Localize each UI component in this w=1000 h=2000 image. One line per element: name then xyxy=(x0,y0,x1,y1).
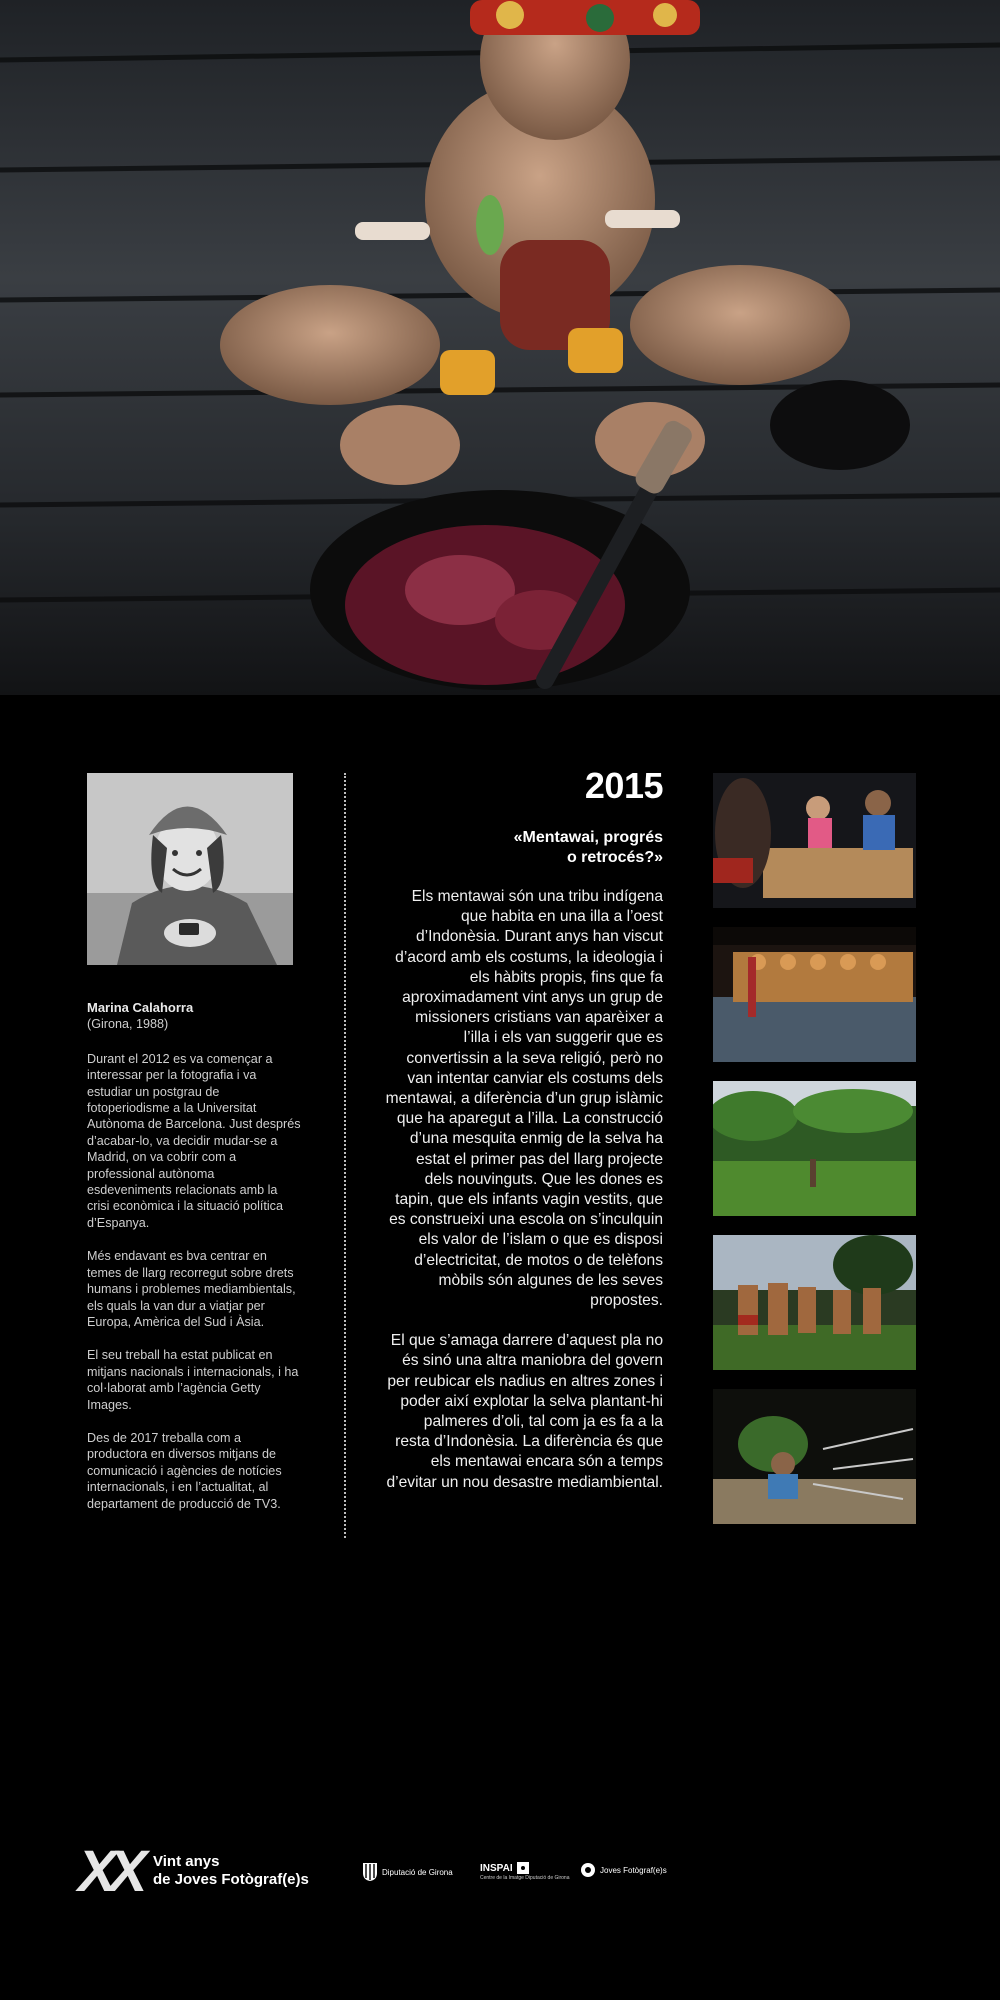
bio-paragraph: El seu treball ha estat publicat en mitjans nacionals i internacionals, i ha col·laborat amb l’agència Getty Images. xyxy=(87,1348,299,1412)
dotted-divider xyxy=(344,773,346,1538)
hero-photo xyxy=(0,0,1000,695)
joves-label: Joves Fotògraf(e)s xyxy=(600,1865,667,1875)
thumbnail-photo-3 xyxy=(713,1081,916,1216)
thumbnail-photo-4 xyxy=(713,1235,916,1370)
project-paragraph: El que s’amaga darrere d’aquest pla no és sinó una altra maniobra del govern per reubicar els nadius en altres zones i poder així explotar la selva plantant-hi palmeres d’oli, tal com ja es fa a la resta d’Indonèsia. La diferència és que els mentawai encara són a temps d’evitar un nou desastre mediambiental. xyxy=(386,1332,663,1491)
bio-paragraph: Més endavant es bva centrar en temes de llarg recorregut sobre drets humans i problemes mediambientals, els quals la van dur a viatjar per Europa, Amèrica del Sud i Àsia. xyxy=(87,1249,296,1329)
project-title-line1: «Mentawai, progrés xyxy=(513,829,663,846)
bio-paragraph: Des de 2017 treballa com a productora en diversos mitjans de comunicació i agències de notícies internacionals, i en l’actualitat, al departament de producció de TV3. xyxy=(87,1430,282,1511)
thumbnail-photo-1 xyxy=(713,773,916,908)
hero-illustration xyxy=(0,0,1000,695)
photographer-bio xyxy=(87,1000,302,1529)
sponsor-diputacio xyxy=(362,1862,453,1882)
diputacio-shield-icon xyxy=(362,1862,378,1882)
diputacio-label: Diputació de Girona xyxy=(382,1867,453,1877)
inspai-label: INSPAI xyxy=(480,1862,513,1874)
project-description xyxy=(385,887,663,1513)
thumbnail-photo-2 xyxy=(713,927,916,1062)
joves-circle-icon xyxy=(580,1862,596,1878)
photographer-origin: (Girona, 1988) xyxy=(87,1017,169,1032)
footer xyxy=(0,1830,1000,1910)
footer-title-line2: de Joves Fotògraf(e)s xyxy=(153,1871,309,1888)
thumbnail-photo-5 xyxy=(713,1389,916,1524)
inspai-sublabel: Centre de la Imatge Diputació de Girona xyxy=(480,1875,570,1881)
portrait-illustration xyxy=(87,773,293,965)
bio-paragraph: Durant el 2012 es va començar a interessar per la fotografia i va estudiar un postgrau de fotoperiodisme a la Universitat Autònoma de Barcelona. Just després d’acabar-lo, va decidir mudar-se a Madrid, on va cobrir com a professional autònoma esdeveniments relacionats amb la crisi econòmica i la situació política d’Espanya. xyxy=(87,1051,301,1230)
thumbnail-column xyxy=(713,773,916,1543)
project-title xyxy=(430,828,663,868)
footer-title xyxy=(153,1853,309,1889)
photographer-name: Marina Calahorra xyxy=(87,1000,194,1015)
project-year: 2015 xyxy=(584,765,663,806)
xx-logo: XX xyxy=(78,1839,140,1904)
photographer-portrait xyxy=(87,773,293,965)
sponsor-inspai xyxy=(480,1862,570,1881)
project-paragraph: Els mentawai són una tribu indígena que habita en una illa a l’oest d’Indonèsia. Durant anys han viscut d’acord amb els costums, la ideologia i els hàbits propis, fins que fa aproximadament vint anys un grup de missioners cristians van aparèixer a l’illa i els van suggerir que es convertissin a la seva religió, però no van intentar canviar els costums dels mentawai, a diferència d’un grup islàmic que ha aparegut a l’illa. La construcció d’una mesquita enmig de la selva ha estat el primer pas del llarg projecte dels nouvinguts. Que les dones es tapin, que els infants vagin vestits, que es construeixi una escola on s’inculquin els valor de l’islam o que es disposi d’electricitat, de motos o de telèfons mòbils són algunes de les seves propostes. xyxy=(385,888,663,1310)
footer-title-line1: Vint anys xyxy=(153,1853,220,1870)
inspai-square-icon xyxy=(517,1862,529,1874)
sponsor-joves xyxy=(580,1862,667,1878)
project-title-line2: o retrocés?» xyxy=(566,849,663,866)
